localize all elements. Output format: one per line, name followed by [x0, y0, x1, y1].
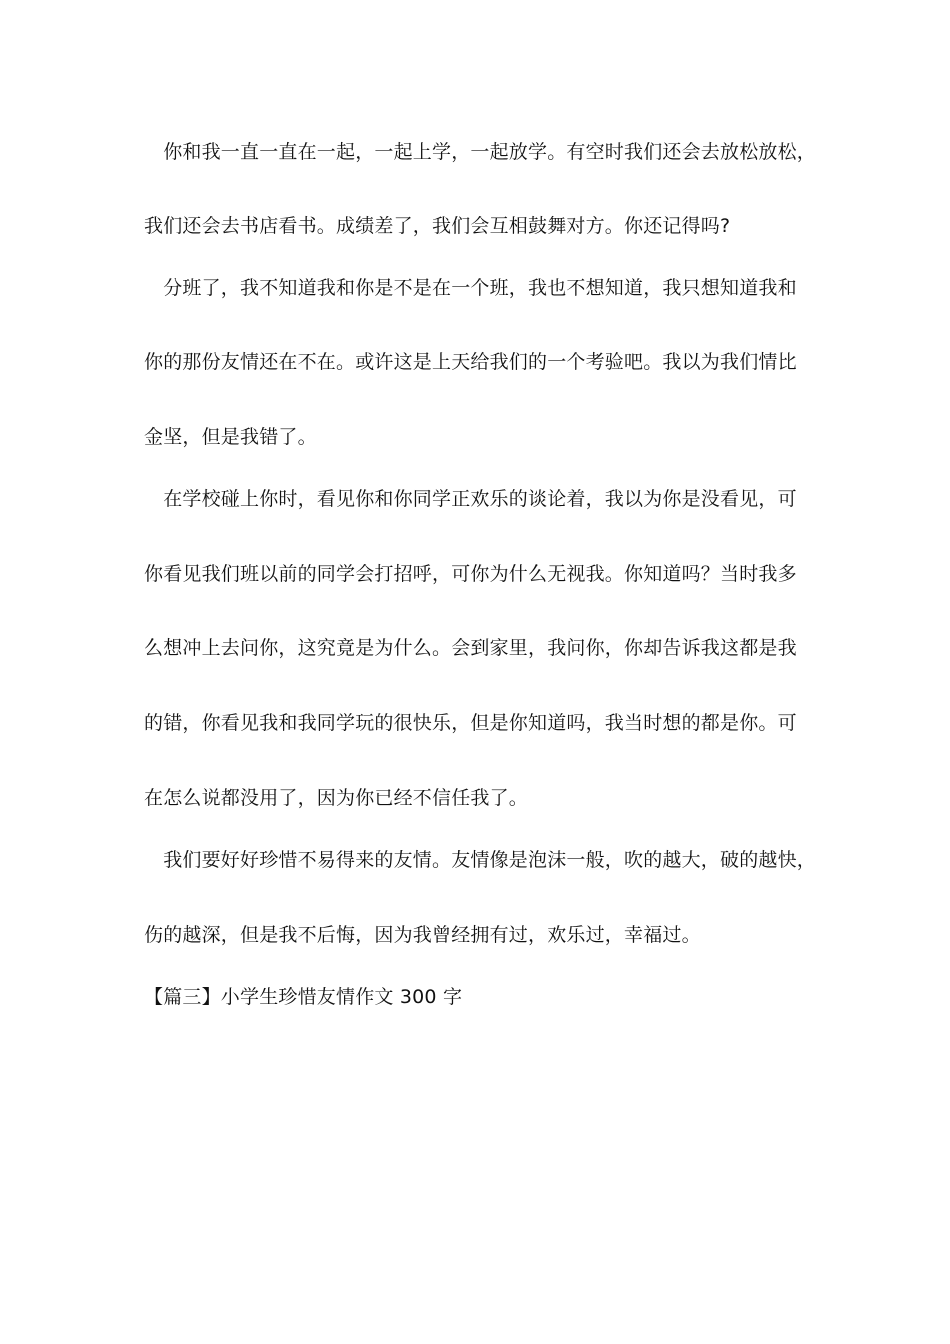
- paragraph-line: 金坚，但是我错了。: [144, 426, 317, 448]
- paragraph-line: 分班了，我不知道我和你是不是在一个班，我也不想知道，我只想知道我和: [144, 277, 797, 299]
- paragraph-line: 你的那份友情还在不在。或许这是上天给我们的一个考验吧。我以为我们情比: [144, 351, 797, 373]
- section-heading: 【篇三】小学生珍惜友情作文 300 字: [144, 986, 463, 1008]
- paragraph-line: 你看见我们班以前的同学会打招呼，可你为什么无视我。你知道吗？当时我多: [144, 563, 797, 585]
- paragraph-line: 的错，你看见我和我同学玩的很快乐，但是你知道吗，我当时想的都是你。可: [144, 712, 797, 734]
- paragraph-line: 么想冲上去问你，这究竟是为什么。会到家里，我问你，你却告诉我这都是我: [144, 637, 797, 659]
- paragraph-line: 你和我一直一直在一起，一起上学，一起放学。有空时我们还会去放松放松，: [144, 141, 817, 163]
- paragraph-line: 我们还会去书店看书。成绩差了，我们会互相鼓舞对方。你还记得吗?: [144, 215, 731, 237]
- paragraph-line: 我们要好好珍惜不易得来的友情。友情像是泡沫一般，吹的越大，破的越快，: [144, 849, 817, 871]
- paragraph-line: 伤的越深，但是我不后悔，因为我曾经拥有过，欢乐过，幸福过。: [144, 924, 701, 946]
- paragraph-line: 在怎么说都没用了，因为你已经不信任我了。: [144, 787, 529, 809]
- paragraph-line: 在学校碰上你时，看见你和你同学正欢乐的谈论着，我以为你是没看见，可: [144, 488, 797, 510]
